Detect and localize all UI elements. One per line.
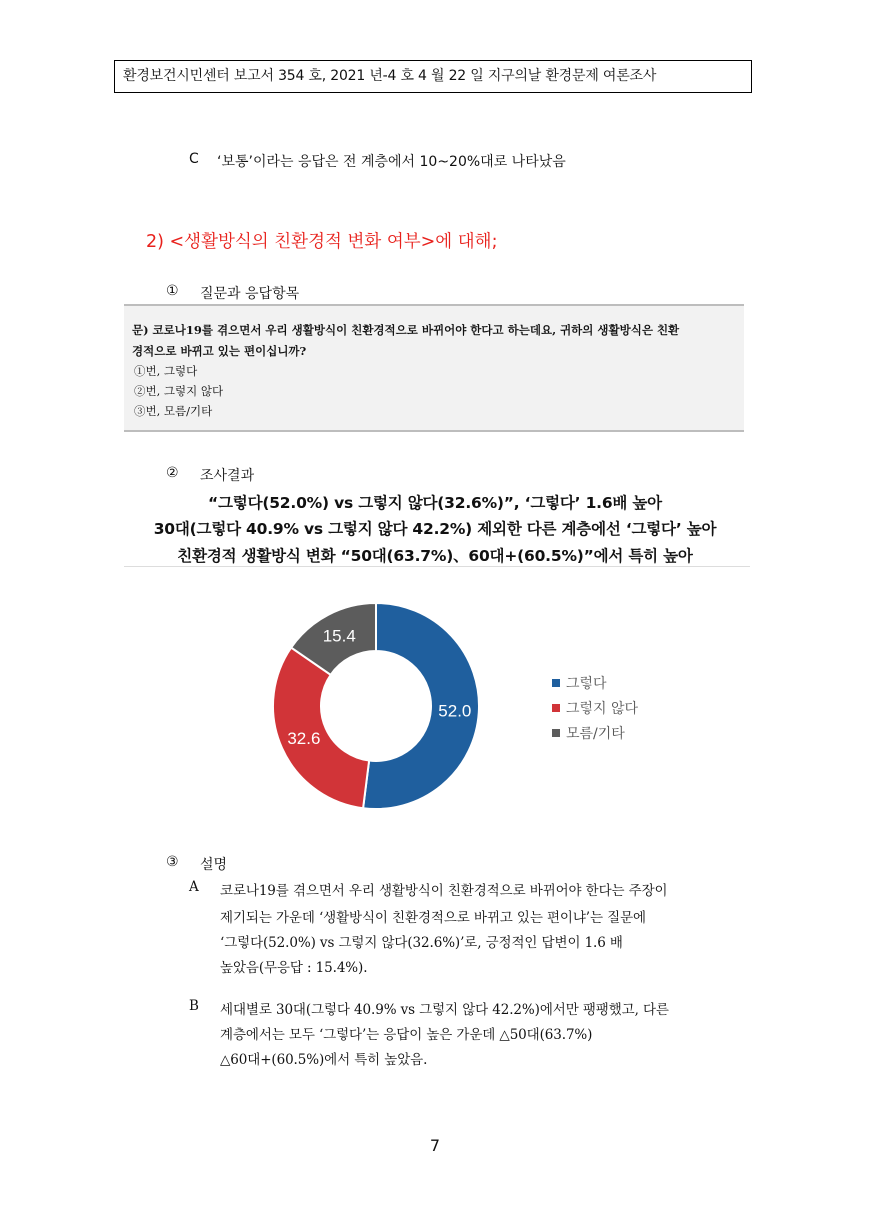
sub2-title: 조사결과 xyxy=(200,468,255,484)
sub3-marker: ③ xyxy=(166,854,179,870)
legend-item-2 xyxy=(552,723,625,743)
question-line-1: 문) 코로나19를 겪으면서 우리 생활방식이 친환경적으로 바뀌어야 한다고 하는데요, 귀하의 생활방식은 친환 xyxy=(132,323,680,337)
explanation-a-line-3: ‘그렇다(52.0%) vs 그렇지 않다(32.6%)’로, 긍정적인 답변이 1.6 배 xyxy=(220,935,623,951)
donut-value-label-1: 32.6 xyxy=(287,728,321,748)
option-3: ③번, 모름/기타 xyxy=(134,404,213,418)
sub2-marker: ② xyxy=(166,465,179,481)
explanation-a-line-1: 코로나19를 겪으면서 우리 생활방식이 친환경적으로 바뀌어야 한다는 주장이 xyxy=(220,883,668,899)
legend-label-1: 그렇지 않다 xyxy=(566,701,639,717)
headline-1: “그렇다(52.0%) vs 그렇지 않다(32.6%)”, ‘그렇다’ 1.6배 높아 xyxy=(208,494,662,512)
sub3-title: 설명 xyxy=(200,857,228,873)
legend-item-0 xyxy=(552,673,607,693)
option-2: ②번, 그렇지 않다 xyxy=(134,384,224,398)
donut-svg xyxy=(250,586,500,826)
explanation-b-line-1: 세대별로 30대(그렇다 40.9% vs 그렇지 않다 42.2%)에서만 팽팽했고, 다른 xyxy=(220,1002,669,1018)
intro-bullet-marker: C xyxy=(189,151,199,167)
sub1-marker: ① xyxy=(166,283,179,299)
legend-label-2: 모름/기타 xyxy=(566,726,625,742)
donut-chart xyxy=(250,586,670,826)
legend-item-1 xyxy=(552,698,638,718)
report-header: 환경보건시민센터 보고서 354 호, 2021 년-4 호 4 월 22 일 지구의날 환경문제 여론조사 xyxy=(114,60,752,93)
section-title: 2) <생활방식의 친환경적 변화 여부>에 대해; xyxy=(146,232,498,252)
explanation-b-line-2: 계층에서는 모두 ‘그렇다’는 응답이 높은 가운데 △50대(63.7%) xyxy=(220,1027,593,1043)
legend-swatch-2 xyxy=(552,729,560,737)
donut-value-label-2: 15.4 xyxy=(322,626,356,646)
explanation-b-line-3: △60대+(60.5%)에서 특히 높았음. xyxy=(220,1052,428,1068)
legend-label-0: 그렇다 xyxy=(566,676,607,692)
headline-3: 친환경적 생활방식 변화 “50대(63.7%)、60대+(60.5%)”에서 특히 높아 xyxy=(177,547,693,565)
intro-bullet-text: ‘보통’이라는 응답은 전 계층에서 10~20%대로 나타났음 xyxy=(217,154,566,170)
legend-swatch-1 xyxy=(552,704,560,712)
page-number: 7 xyxy=(429,1136,441,1155)
headline-2: 30대(그렇다 40.9% vs 그렇지 않다 42.2%) 제외한 다른 계층에선 ‘그렇다’ 높아 xyxy=(153,520,717,538)
question-box xyxy=(124,304,744,432)
explanation-a-line-2: 제기되는 가운데 ‘생활방식이 친환경적으로 바뀌고 있는 편이냐’는 질문에 xyxy=(220,910,646,926)
question-line-2: 경적으로 바뀌고 있는 편이십니까? xyxy=(132,344,307,358)
sub1-title: 질문과 응답항목 xyxy=(200,286,300,302)
explanation-a-marker: A xyxy=(189,879,199,895)
headline-divider xyxy=(124,566,750,567)
donut-value-label-0: 52.0 xyxy=(438,701,472,721)
explanation-b-marker: B xyxy=(189,998,199,1014)
option-1: ①번, 그렇다 xyxy=(134,364,198,378)
explanation-a-line-4: 높았음(무응답 : 15.4%). xyxy=(220,960,368,976)
legend-swatch-0 xyxy=(552,679,560,687)
